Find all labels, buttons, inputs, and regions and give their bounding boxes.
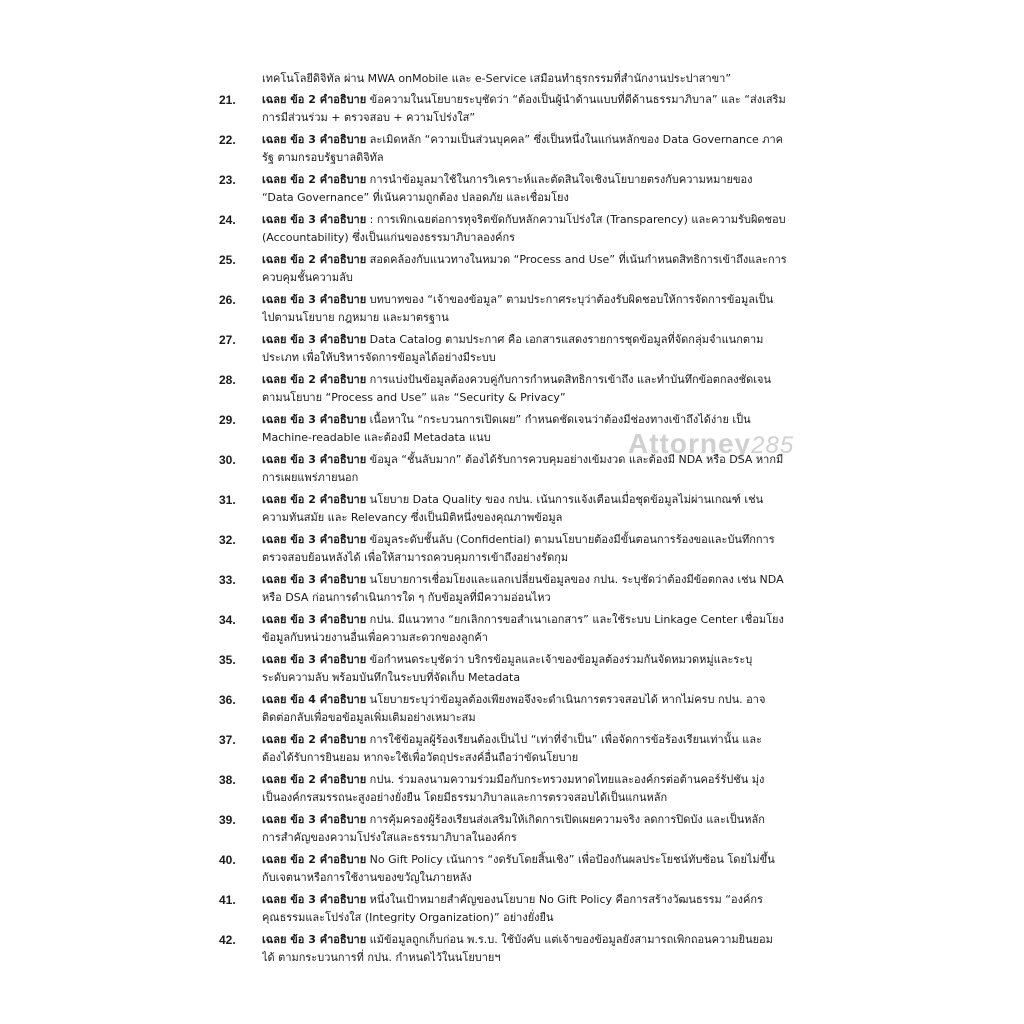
item-line-1 [262, 411, 822, 429]
answer-item [0, 291, 1024, 331]
explanation-text: การแบ่งปันข้อมูลต้องควบคู่กับการกำหนดสิทธิการเข้าถึง และทำบันทึกข้อตกลงชัดเจน [369, 373, 771, 386]
answer-label: เฉลย ข้อ 3 คำอธิบาย [262, 653, 367, 666]
answer-item [0, 771, 1024, 811]
item-line-1 [262, 891, 822, 909]
explanation-text: ข้อกำหนดระบุชัดว่า บริกรข้อมูลและเจ้าของข้อมูลต้องร่วมกันจัดหมวดหมู่และระบุ [369, 653, 753, 666]
item-number: 33. [219, 573, 236, 587]
item-line-2: ไปตามนโยบาย กฎหมาย และมาตรฐาน [262, 311, 449, 324]
answer-label: เฉลย ข้อ 2 คำอธิบาย [262, 493, 367, 506]
item-line-1 [262, 331, 822, 349]
answer-item [0, 131, 1024, 171]
item-body [262, 331, 822, 367]
answer-item [0, 451, 1024, 491]
item-body [262, 931, 822, 967]
watermark-main: Attorney [628, 428, 752, 459]
item-line-2: ติดต่อกลับเพื่อขอข้อมูลเพิ่มเติมอย่างเหมาะสม [262, 711, 476, 724]
answer-item [0, 331, 1024, 371]
explanation-text: บทบาทของ “เจ้าของข้อมูล” ตามประกาศระบุว่าต้องรับผิดชอบให้การจัดการข้อมูลเป็น [369, 293, 774, 306]
item-body [262, 491, 822, 527]
answer-item [0, 411, 1024, 451]
item-line-1 [262, 651, 822, 669]
explanation-text: เนื้อหาใน “กระบวนการเปิดเผย” กำหนดชัดเจนว่าต้องมีช่องทางเข้าถึงได้ง่าย เป็น [369, 413, 751, 426]
item-line-2: ตามนโยบาย “Process and Use” และ “Security & Privacy” [262, 391, 566, 404]
answer-item [0, 571, 1024, 611]
item-line-2: ความทันสมัย และ Relevancy ซึ่งเป็นมิติหนึ่งของคุณภาพข้อมูล [262, 511, 563, 524]
item-body [262, 731, 822, 767]
item-line-2: ประเภท เพื่อให้บริหารจัดการข้อมูลได้อย่างมีระบบ [262, 351, 496, 364]
answer-label: เฉลย ข้อ 2 คำอธิบาย [262, 733, 367, 746]
item-line-2: เป็นองค์กรสมรรถนะสูงอย่างยั่งยืน โดยมีธรรมาภิบาลและการตรวจสอบได้เป็นแกนหลัก [262, 791, 668, 804]
item-line-1 [262, 491, 822, 509]
explanation-text: ละเมิดหลัก “ความเป็นส่วนบุคคล” ซึ่งเป็นหนึ่งในแก่นหลักของ Data Governance ภาค [369, 133, 784, 146]
explanation-text: ข้อความในนโยบายระบุชัดว่า “ต้องเป็นผู้นำด้านแบบที่ดีด้านธรรมาภิบาล” และ “ส่งเสริม [369, 93, 786, 106]
item-body [262, 611, 822, 647]
item-line-1 [262, 131, 822, 149]
item-line-2: หรือ DSA ก่อนการดำเนินการใด ๆ กับข้อมูลที่มีความอ่อนไหว [262, 591, 551, 604]
answer-label: เฉลย ข้อ 3 คำอธิบาย [262, 293, 367, 306]
answer-item [0, 91, 1024, 131]
answer-label: เฉลย ข้อ 3 คำอธิบาย [262, 453, 367, 466]
item-body [262, 371, 822, 407]
item-body [262, 811, 822, 847]
item-line-2: Machine-readable และต้องมี Metadata แนบ [262, 431, 491, 444]
item-body [262, 291, 822, 327]
explanation-text: นโยบายระบุว่าข้อมูลต้องเพียงพอจึงจะดำเนินการตรวจสอบได้ หากไม่ครบ กปน. อาจ [369, 693, 766, 706]
item-line-1 [262, 251, 822, 269]
item-body [262, 171, 822, 207]
explanation-text: นโยบายการเชื่อมโยงและแลกเปลี่ยนข้อมูลของ กปน. ระบุชัดว่าต้องมีข้อตกลง เช่น NDA [369, 573, 784, 586]
item-number: 27. [219, 333, 236, 347]
item-number: 32. [219, 533, 236, 547]
explanation-text: ข้อมูลระดับชั้นลับ (Confidential) ตามนโยบายต้องมีขั้นตอนการร้องขอและบันทึกการ [369, 533, 775, 546]
watermark [628, 428, 794, 460]
explanation-text: No Gift Policy เน้นการ “งดรับโดยสิ้นเชิง” เพื่อป้องกันผลประโยชน์ทับซ้อน โดยไม่ขึ้น [369, 853, 775, 866]
item-line-2: การเผยแพร่ภายนอก [262, 471, 359, 484]
answer-label: เฉลย ข้อ 2 คำอธิบาย [262, 373, 367, 386]
answer-label: เฉลย ข้อ 2 คำอธิบาย [262, 93, 367, 106]
item-line-2: (Accountability) ซึ่งเป็นแก่นของธรรมาภิบาลองค์กร [262, 231, 516, 244]
item-body [262, 131, 822, 167]
explanation-text: แม้ข้อมูลถูกเก็บก่อน พ.ร.บ. ใช้บังคับ แต่เจ้าของข้อมูลยังสามารถเพิกถอนความยินยอม [369, 933, 773, 946]
item-number: 36. [219, 693, 236, 707]
answer-item [0, 211, 1024, 251]
answer-label: เฉลย ข้อ 2 คำอธิบาย [262, 853, 367, 866]
item-line-2: “Data Governance” ที่เน้นความถูกต้อง ปลอดภัย และเชื่อมโยง [262, 191, 569, 204]
explanation-text: หนึ่งในเป้าหมายสำคัญของนโยบาย No Gift Policy คือการสร้างวัฒนธรรม “องค์กร [369, 893, 763, 906]
answer-item [0, 171, 1024, 211]
item-line-1 [262, 211, 822, 229]
item-number: 26. [219, 293, 236, 307]
item-line-2: การมีส่วนร่วม + ตรวจสอบ + ความโปร่งใส” [262, 111, 476, 124]
answer-item [0, 731, 1024, 771]
item-line-2: ต้องได้รับการยินยอม หากจะใช้เพื่อวัตถุประสงค์อื่นถือว่าขัดนโยบาย [262, 751, 579, 764]
item-number: 23. [219, 173, 236, 187]
item-number: 28. [219, 373, 236, 387]
item-line-1 [262, 531, 822, 549]
explanation-text: การนำข้อมูลมาใช้ในการวิเคราะห์และตัดสินใจเชิงนโยบายตรงกับความหมายของ [369, 173, 753, 186]
item-body [262, 691, 822, 727]
item-line-2: กับเจตนาหรือการใช้งานของขวัญในภายหลัง [262, 871, 472, 884]
answer-item [0, 371, 1024, 411]
item-body [262, 531, 822, 567]
item-number: 39. [219, 813, 236, 827]
answer-label: เฉลย ข้อ 3 คำอธิบาย [262, 573, 367, 586]
item-number: 35. [219, 653, 236, 667]
item-number: 41. [219, 893, 236, 907]
answer-item [0, 491, 1024, 531]
item-body [262, 211, 822, 247]
item-line-2: ระดับความลับ พร้อมบันทึกในระบบที่จัดเก็บ Metadata [262, 671, 521, 684]
intro-line: เทคโนโลยีดิจิทัล ผ่าน MWA onMobile และ e-Service เสมือนทำธุรกรรมที่สำนักงานประปาสาขา” [262, 72, 732, 85]
item-body [262, 651, 822, 687]
item-line-2: ได้ ตามกระบวนการที่ กปน. กำหนดไว้ในนโยบายฯ [262, 951, 501, 964]
item-line-2: การสำคัญของความโปร่งใสและธรรมาภิบาลในองค์กร [262, 831, 517, 844]
answer-label: เฉลย ข้อ 3 คำอธิบาย [262, 613, 367, 626]
explanation-text: การใช้ข้อมูลผู้ร้องเรียนต้องเป็นไป “เท่าที่จำเป็น” เพื่อจัดการข้อร้องเรียนเท่านั้น และ [369, 733, 763, 746]
item-number: 21. [219, 93, 236, 107]
item-body [262, 851, 822, 887]
answer-item [0, 251, 1024, 291]
item-body [262, 891, 822, 927]
item-line-1 [262, 731, 822, 749]
item-line-1 [262, 771, 822, 789]
answer-item [0, 691, 1024, 731]
item-line-1 [262, 171, 822, 189]
answer-item [0, 851, 1024, 891]
explanation-text: สอดคล้องกับแนวทางในหมวด “Process and Use” ที่เน้นกำหนดสิทธิการเข้าถึงและการ [369, 253, 787, 266]
item-line-1 [262, 691, 822, 709]
answer-item [0, 651, 1024, 691]
explanation-text: Data Catalog ตามประกาศ คือ เอกสารแสดงรายการชุดข้อมูลที่จัดกลุ่มจำแนกตาม [369, 333, 764, 346]
item-body [262, 91, 822, 127]
item-line-1 [262, 371, 822, 389]
answer-label: เฉลย ข้อ 2 คำอธิบาย [262, 173, 367, 186]
answer-label: เฉลย ข้อ 3 คำอธิบาย [262, 893, 367, 906]
item-number: 30. [219, 453, 236, 467]
answer-item [0, 531, 1024, 571]
item-line-1 [262, 571, 822, 589]
item-line-1 [262, 291, 822, 309]
explanation-text: กปน. ร่วมลงนามความร่วมมือกับกระทรวงมหาดไทยและองค์กรต่อต้านคอร์รัปชัน มุ่ง [369, 773, 765, 786]
item-number: 22. [219, 133, 236, 147]
item-line-1 [262, 611, 822, 629]
item-number: 25. [219, 253, 236, 267]
answer-item [0, 931, 1024, 971]
item-line-2: ข้อมูลกับหน่วยงานอื่นเพื่อความสะดวกของลูกค้า [262, 631, 488, 644]
item-line-2: ตรวจสอบย้อนหลังได้ เพื่อให้สามารถควบคุมการเข้าถึงอย่างรัดกุม [262, 551, 569, 564]
answer-label: เฉลย ข้อ 3 คำอธิบาย [262, 413, 367, 426]
item-number: 38. [219, 773, 236, 787]
watermark-suffix: 285 [751, 432, 795, 459]
item-number: 37. [219, 733, 236, 747]
answer-item [0, 611, 1024, 651]
answer-label: เฉลย ข้อ 2 คำอธิบาย [262, 773, 367, 786]
answer-list [0, 91, 1024, 971]
answer-label: เฉลย ข้อ 3 คำอธิบาย [262, 813, 367, 826]
item-line-1 [262, 811, 822, 829]
answer-label: เฉลย ข้อ 3 คำอธิบาย [262, 213, 367, 226]
answer-label: เฉลย ข้อ 3 คำอธิบาย [262, 933, 367, 946]
item-body [262, 571, 822, 607]
explanation-text: : การเพิกเฉยต่อการทุจริตขัดกับหลักความโปร่งใส (Transparency) และความรับผิดชอบ [369, 213, 786, 226]
item-body [262, 251, 822, 287]
item-line-1 [262, 91, 822, 109]
item-line-2: คุณธรรมและโปร่งใส (Integrity Organization)” อย่างยั่งยืน [262, 911, 554, 924]
explanation-text: กปน. มีแนวทาง “ยกเลิกการขอสำเนาเอกสาร” และใช้ระบบ Linkage Center เชื่อมโยง [369, 613, 784, 626]
item-line-1 [262, 931, 822, 949]
explanation-text: ข้อมูล “ชั้นลับมาก” ต้องได้รับการควบคุมอย่างเข้มงวด และต้องมี NDA หรือ DSA หากมี [369, 453, 784, 466]
item-number: 42. [219, 933, 236, 947]
item-number: 29. [219, 413, 236, 427]
answer-label: เฉลย ข้อ 2 คำอธิบาย [262, 253, 367, 266]
item-number: 24. [219, 213, 236, 227]
item-line-2: ควบคุมชั้นความลับ [262, 271, 353, 284]
answer-item [0, 891, 1024, 931]
item-number: 40. [219, 853, 236, 867]
answer-item [0, 811, 1024, 851]
item-body [262, 771, 822, 807]
item-number: 31. [219, 493, 236, 507]
answer-label: เฉลย ข้อ 3 คำอธิบาย [262, 533, 367, 546]
item-line-2: รัฐ ตามกรอบรัฐบาลดิจิทัล [262, 151, 384, 164]
explanation-text: การคุ้มครองผู้ร้องเรียนส่งเสริมให้เกิดการเปิดเผยความจริง ลดการปิดบัง และเป็นหลัก [369, 813, 765, 826]
answer-label: เฉลย ข้อ 3 คำอธิบาย [262, 333, 367, 346]
answer-label: เฉลย ข้อ 3 คำอธิบาย [262, 133, 367, 146]
explanation-text: นโยบาย Data Quality ของ กปน. เน้นการแจ้งเตือนเมื่อชุดข้อมูลไม่ผ่านเกณฑ์ เช่น [369, 493, 764, 506]
item-number: 34. [219, 613, 236, 627]
item-line-1 [262, 851, 822, 869]
answer-label: เฉลย ข้อ 4 คำอธิบาย [262, 693, 367, 706]
